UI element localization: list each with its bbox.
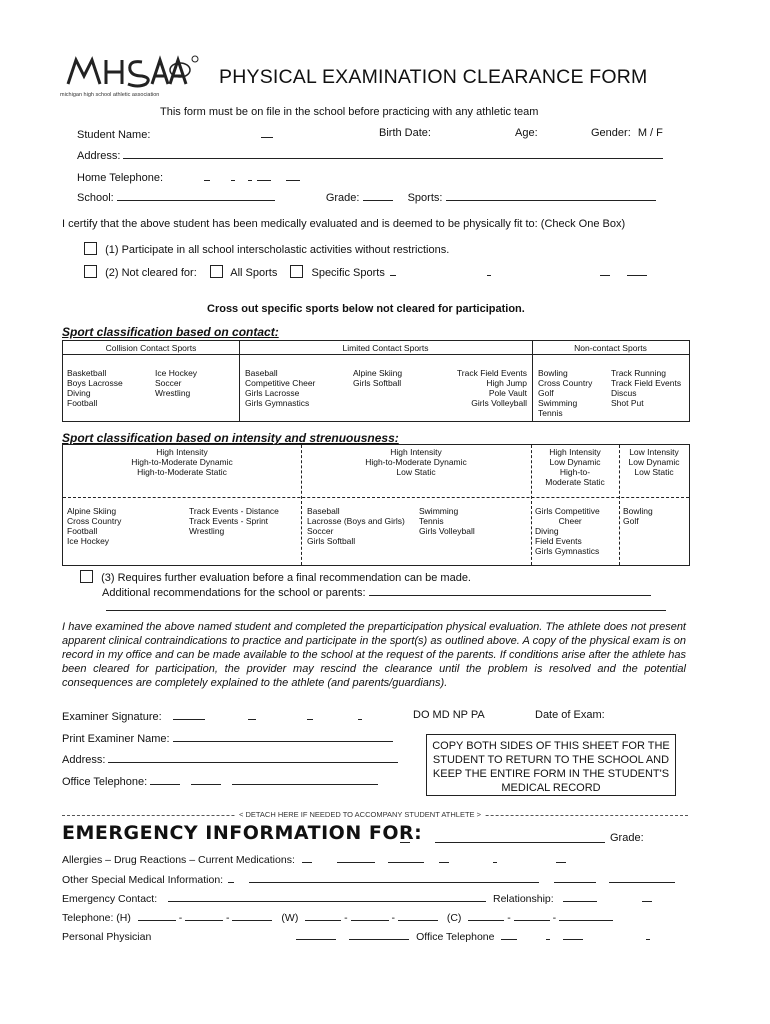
school-line[interactable]	[117, 190, 275, 201]
option-3-checkbox[interactable]	[80, 570, 93, 583]
allergies-field[interactable]	[62, 852, 566, 866]
intensity-col2-header: High Intensity High-to-Moderate Dynamic Low Static	[365, 447, 467, 477]
contact-classification-heading: Sport classification based on contact:	[62, 325, 279, 339]
additional-recommendations-line[interactable]	[369, 585, 651, 596]
form-subtitle: This form must be on file in the school before practicing with any athletic team	[160, 106, 539, 118]
examiner-signature-field[interactable]	[62, 709, 362, 723]
option-3[interactable]	[80, 570, 471, 584]
limited-header: Limited Contact Sports	[342, 343, 429, 353]
other-medical-field[interactable]	[62, 872, 675, 886]
physician-office-phone-label: Office Telephone	[416, 931, 495, 943]
grade-label: Grade:	[325, 192, 360, 204]
noncontact-list-a: Bowling Cross Country Golf Swimming Tennis	[538, 368, 593, 418]
sports-line[interactable]	[446, 190, 656, 201]
specific-sports-checkbox[interactable]	[290, 265, 303, 278]
specific-sports-label: Specific Sports	[311, 267, 385, 279]
intensity-col4-list-a: Bowling Golf	[623, 506, 653, 526]
intensity-col2-list-b: Swimming Tennis Girls Volleyball	[419, 506, 475, 536]
intensity-col2-list-a: Baseball Lacrosse (Boys and Girls) Soccer Girls Softball	[307, 506, 405, 546]
page-title: PHYSICAL EXAMINATION CLEARANCE FORM	[219, 66, 648, 88]
examiner-signature-line[interactable]	[173, 709, 205, 720]
sports-label: Sports:	[407, 192, 443, 204]
school-field[interactable]	[77, 190, 656, 204]
address-field[interactable]	[77, 148, 663, 162]
office-phone-field[interactable]	[62, 774, 378, 788]
noncontact-header: Non-contact Sports	[574, 343, 647, 353]
personal-physician-label: Personal Physician	[62, 931, 152, 943]
emergency-contact-field[interactable]	[62, 891, 652, 905]
exam-date-label: Date of Exam:	[535, 709, 605, 721]
examiner-address-line[interactable]	[108, 752, 398, 763]
print-examiner-label: Print Examiner Name:	[62, 733, 170, 745]
examiner-signature-label: Examiner Signature:	[62, 711, 162, 723]
cross-out-instruction: Cross out specific sports below not cleared for participation.	[207, 303, 525, 315]
intensity-classification-table	[62, 444, 690, 566]
birth-date-label: Birth Date:	[379, 127, 431, 139]
intensity-col1-list-b: Track Events - Distance Track Events - Sprint Wrestling	[189, 506, 279, 536]
examiner-credentials[interactable]: DO MD NP PA	[413, 709, 485, 721]
intensity-classification-heading: Sport classification based on intensity and strenuousness:	[62, 431, 399, 445]
limited-list-c: Track Field Events High Jump Pole Vault Girls Volleyball	[456, 368, 527, 408]
gender-value[interactable]: M / F	[637, 127, 663, 139]
additional-recommendations-line-2[interactable]	[106, 600, 666, 614]
option-2-label: (2) Not cleared for:	[105, 267, 197, 279]
all-sports-checkbox[interactable]	[210, 265, 223, 278]
examiner-address-label: Address:	[62, 754, 106, 766]
student-name-label: Student Name:	[77, 129, 151, 141]
school-label: School:	[77, 192, 114, 204]
relationship-label: Relationship:	[492, 893, 554, 905]
relationship-line[interactable]	[563, 891, 597, 902]
grade-line[interactable]	[363, 190, 393, 201]
all-sports-label: All Sports	[230, 267, 278, 279]
noncontact-list-b: Track Running Track Field Events Discus Shot Put	[611, 368, 682, 408]
emergency-grade-label: Grade:	[610, 832, 644, 844]
personal-physician-field[interactable]	[62, 929, 650, 943]
certify-statement: I certify that the above student has been medically evaluated and is deemed to be physically fit to: (Check One Box)	[62, 218, 626, 230]
detach-instruction: < DETACH HERE IF NEEDED TO ACCOMPANY STUDENT ATHLETE >	[236, 810, 484, 819]
allergies-label: Allergies – Drug Reactions – Current Medications:	[62, 854, 295, 866]
home-phone-field[interactable]	[77, 170, 300, 184]
collision-list-a: Basketball Boys Lacrosse Diving Football	[67, 368, 123, 408]
copy-instructions-notice: COPY BOTH SIDES OF THIS SHEET FOR THE STUDENT TO RETURN TO THE SCHOOL AND KEEP THE ENTIRE FORM IN THE STUDENT'S MEDICAL RECORD	[426, 734, 676, 796]
gender-field[interactable]	[591, 127, 663, 139]
office-phone-label: Office Telephone:	[62, 776, 148, 788]
option-1[interactable]	[84, 242, 449, 256]
examiner-address-field[interactable]	[62, 752, 398, 766]
print-examiner-line[interactable]	[173, 731, 393, 742]
additional-recommendations-field[interactable]	[102, 585, 651, 599]
address-label: Address:	[77, 150, 121, 162]
intensity-col1-header: High Intensity High-to-Moderate Dynamic High-to-Moderate Static	[131, 447, 233, 477]
intensity-col1-list-a: Alpine Skiing Cross Country Football Ice Hockey	[67, 506, 122, 546]
collision-header: Collision Contact Sports	[105, 343, 197, 353]
option-2[interactable]	[84, 265, 647, 279]
print-examiner-field[interactable]	[62, 731, 393, 745]
address-line[interactable]	[123, 148, 663, 159]
limited-list-b: Alpine Skiing Girls Softball	[353, 368, 403, 388]
age-label: Age:	[515, 127, 538, 139]
examiner-attestation: I have examined the above named student and completed the preparticipation physical evaluation. The athlete does not present apparent clinical contraindications to practice and participate in the sport(s) as outlined above. A copy of the physical exam is on record in my office and can be made available to the school at the request of the parents. If conditions arise after the athlete has been cleared for participation, the provider may rescind the clearance until the problem is resolved and the potential consequences are completely explained to the athlete (and parents/guardians).	[62, 621, 686, 689]
additional-recommendations-label: Additional recommendations for the school or parents:	[102, 587, 366, 599]
logo-tagline: michigan high school athletic association	[60, 92, 160, 98]
emergency-contact-label: Emergency Contact:	[62, 893, 158, 905]
option-3-label: (3) Requires further evaluation before a final recommendation can be made.	[101, 572, 471, 584]
option-1-label: (1) Participate in all school interscholastic activities without restrictions.	[105, 244, 450, 256]
student-name-field[interactable]	[77, 127, 273, 141]
limited-list-a: Baseball Competitive Cheer Girls Lacrosse Girls Gymnastics	[245, 368, 316, 408]
option-2-checkbox[interactable]	[84, 265, 97, 278]
intensity-col3-header: High Intensity Low Dynamic High-to- Moderate Static	[545, 447, 605, 487]
emergency-heading: EMERGENCY INFORMATION FOR:	[62, 822, 423, 844]
other-medical-label: Other Special Medical Information:	[62, 874, 224, 886]
option-1-checkbox[interactable]	[84, 242, 97, 255]
home-phone-label: Home Telephone:	[77, 172, 164, 184]
collision-list-b: Ice Hockey Soccer Wrestling	[155, 368, 198, 398]
contact-classification-table	[62, 340, 690, 422]
office-phone-line[interactable]	[150, 774, 180, 785]
intensity-col4-header: Low Intensity Low Dynamic Low Static	[628, 447, 680, 477]
intensity-col3-list-a: Girls Competitive Cheer Diving Field Events Girls Gymnastics	[535, 506, 600, 556]
telephone-cell-label: (C)	[446, 912, 462, 924]
student-name-line[interactable]	[261, 127, 273, 138]
telephone-work-label: (W)	[281, 912, 299, 924]
telephone-home-label: Telephone: (H)	[62, 912, 131, 924]
emergency-telephone-field[interactable]: Telephone: (H) - - (W) - - (C) - -	[62, 910, 613, 924]
gender-label: Gender:	[591, 127, 631, 139]
emergency-contact-line[interactable]	[168, 891, 486, 902]
emergency-name-line[interactable]	[400, 832, 605, 846]
